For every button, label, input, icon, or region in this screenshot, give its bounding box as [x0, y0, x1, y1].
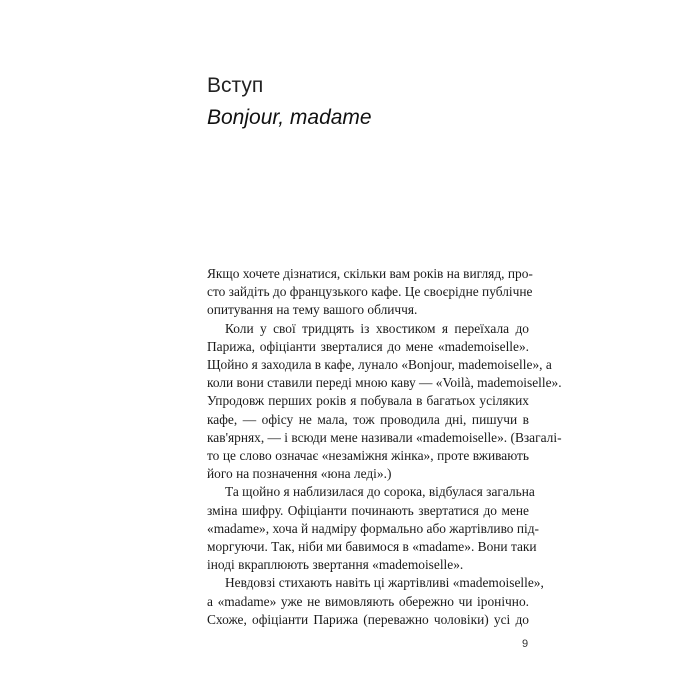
text-line: кав'ярнях, — і всюди мене називали «mademoiselle». (Взагалі- — [207, 429, 562, 445]
body-text — [207, 265, 562, 629]
text-line: кафе, — офісу не мала, тож проводила дні, пишучи в — [207, 411, 529, 427]
text-line: а «madame» уже не вимовляють обережно чи іронічно. — [207, 593, 529, 609]
text-line: «madame», хоча й надміру формально або жартівливо під- — [207, 520, 540, 536]
text-line: Якщо хочете дізнатися, скільки вам років на вигляд, про- — [207, 266, 533, 281]
text-line: Упродовж перших років я побувала в багатьох усіляких — [207, 393, 529, 409]
text-line: Схоже, офіціанти Парижа (переважно чоловіки) усі до — [207, 611, 529, 627]
text-line: зміна шифру. Офіціанти починають звертатися до мене — [207, 502, 529, 518]
text-line: Коли у свої тридцять із хвостиком я переїхала до — [225, 320, 529, 336]
page-number: 9 — [522, 638, 529, 650]
text-line: сто зайдіть до французького кафе. Це своєрідне публічне — [207, 284, 533, 300]
text-line: моргуючи. Так, ніби ми бавимося в «madame». Вони таки — [207, 539, 537, 555]
text-line: Невдовзі стихають навіть ці жартівливі «mademoiselle», — [225, 575, 544, 591]
text-line: Парижа, офіціанти зверталися до мене «mademoiselle». — [207, 338, 529, 354]
text-line: іноді вкраплюють звертання «mademoiselle». — [207, 557, 464, 573]
text-line: його на позначення «юна леді».) — [207, 466, 392, 482]
chapter-label: Вступ — [207, 74, 264, 97]
text-line: Та щойно я наблизилася до сорока, відбулася загальна — [225, 484, 535, 500]
text-line: коли вони ставили переді мною каву — «Voilà, mademoiselle». — [207, 375, 562, 391]
text-line: то це слово означає «незаміжня жінка», проте вживають — [207, 448, 529, 464]
chapter-title: Bonjour, madame — [207, 106, 372, 129]
text-line: Щойно я заходила в кафе, лунало «Bonjour, mademoiselle», а — [207, 357, 552, 373]
text-line: опитування на тему вашого обличчя. — [207, 302, 418, 318]
